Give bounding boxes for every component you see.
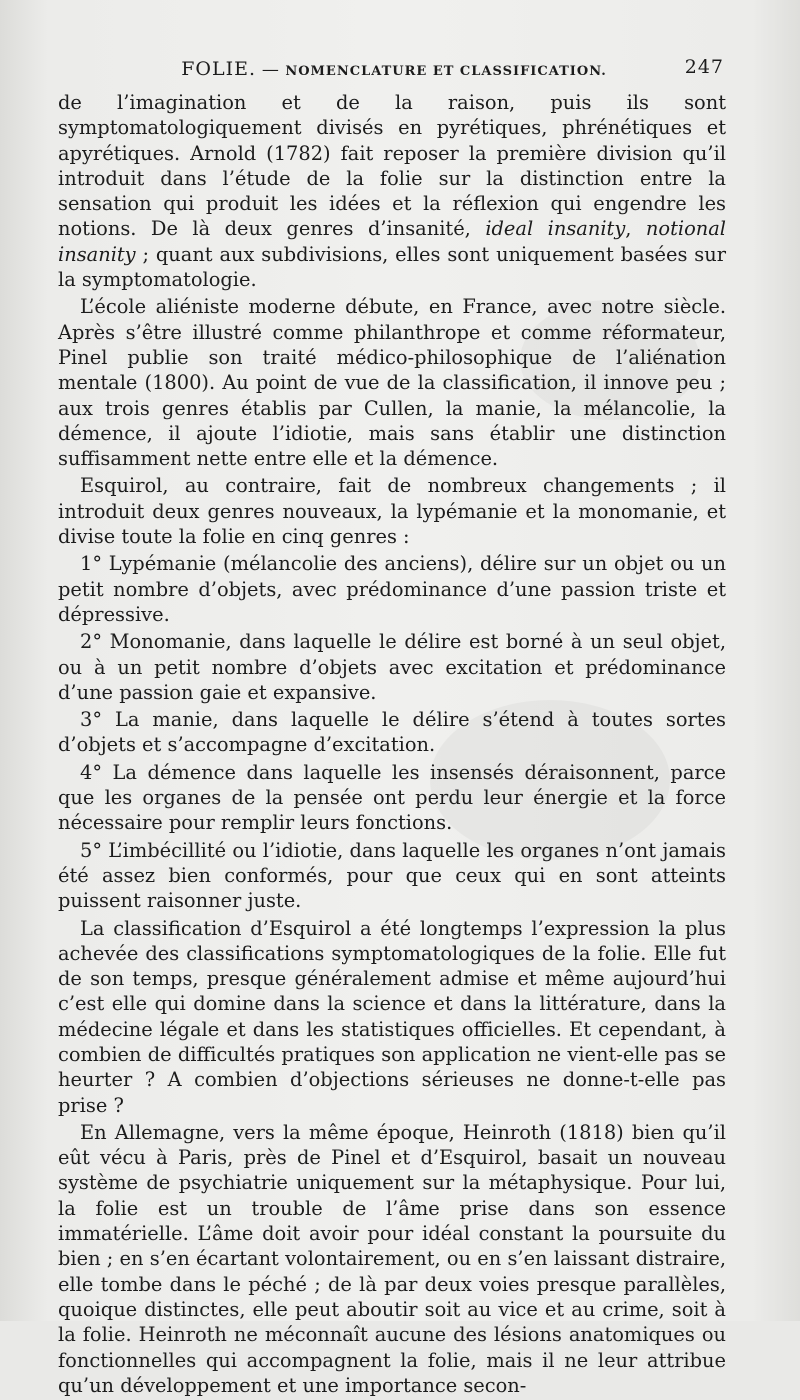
list-item: 4° La démence dans laquelle les insensés déraisonnent, parce que les organes de la pensée ont perdu leur énergie et la force nécessaire pour remplir leurs fonctions.	[58, 760, 726, 835]
list-item: 5° L’imbécillité ou l’idiotie, dans laquelle les organes n’ont jamais été assez bien conformés, pour que ceux qui en sont atteints puissent raisonner juste.	[58, 838, 726, 913]
italic-term: ideal insanity	[485, 217, 626, 241]
running-header	[60, 58, 728, 84]
list-item: 2° Monomanie, dans laquelle le délire est borné à un seul objet, ou à un petit nombre d’objets avec excitation et prédominance d’une passion gaie et expansive.	[58, 630, 726, 704]
list-item: 3° La manie, dans laquelle le délire s’étend à toutes sortes d’objets et s’accompagne d’excitation.	[58, 708, 726, 757]
page-number: 247	[684, 56, 724, 78]
list-item: 1° Lypémanie (mélancolie des anciens), délire sur un objet ou un petit nombre d’objets, avec prédominance d’une passion triste et dépressive.	[58, 552, 726, 626]
paragraph: En Allemagne, vers la même époque, Heinroth (1818) bien qu’il eût vécu à Paris, près de Pinel et d’Esquirol, basait un nouveau système de psychiatrie uniquement sur la métaphysique. Pour lui, la folie est un trouble de l’âme prise dans son essence immatérielle. L’âme doit avoir pour idéal constant la poursuite du bien ; en s’en écartant volontairement, ou en s’en laissant distraire, elle tombe dans le péché ; de là par deux voies presque parallèles, quoique distinctes, elle peut aboutir soit au vice et au crime, soit à la folie. Heinroth ne méconnaît aucune des lésions anatomiques ou fonctionnelles qui accompagnent la folie, mais il ne leur attribue qu’un développement et une importance secon-	[58, 1120, 726, 1397]
paragraph: Esquirol, au contraire, fait de nombreux changements ; il introduit deux genres nouveaux, la lypémanie et la monomanie, et divise toute la folie en cinq genres :	[58, 474, 726, 549]
header-subtitle: NOMENCLATURE ET CLASSIFICATION.	[285, 64, 607, 79]
paragraph: La classification d’Esquirol a été longtemps l’expression la plus achevée des classifications symptomatologiques de la folie. Elle fut de son temps, presque généralement admise et même aujourd’hui c’est elle qui domine dans la science et dans la littérature, dans la médecine légale et dans les statistiques officielles. Et cependant, à combien de difficultés pratiques son application ne vient-elle pas se heurter ? A combien d’objections sérieuses ne donne-t-elle pas prise ?	[58, 916, 726, 1117]
header-dash: —	[261, 60, 280, 80]
body-text	[58, 90, 726, 1400]
paragraph: de l’imagination et de la raison, puis ils sont symptomatologiquement divisés en pyrétiques, phrénétiques et apyrétiques. Arnold (1782) fait reposer la première division qu’il introduit dans l’étude de la folie sur la distinction entre la sensation qui produit les idées et la réflexion qui engendre les notions. De là deux genres d’insanité, ideal insanity, notional insanity ; quant aux subdivisions, elles sont uniquement basées sur la symptomatologie.	[58, 91, 727, 292]
header-title: FOLIE.	[181, 58, 257, 80]
paragraph: L’école aliéniste moderne débute, en France, avec notre siècle. Après s’être illustré comme philanthrope et comme réformateur, Pinel publie son traité médico-philosophique de l’aliénation mentale (1800). Au point de vue de la classification, il innove peu ; aux trois genres établis par Cullen, la manie, la mélancolie, la démence, il ajoute l’idiotie, mais sans établir une distinction suffisamment nette entre elle et la démence.	[58, 295, 726, 471]
running-head	[60, 58, 728, 80]
italic-term: notional insanity	[58, 217, 727, 266]
